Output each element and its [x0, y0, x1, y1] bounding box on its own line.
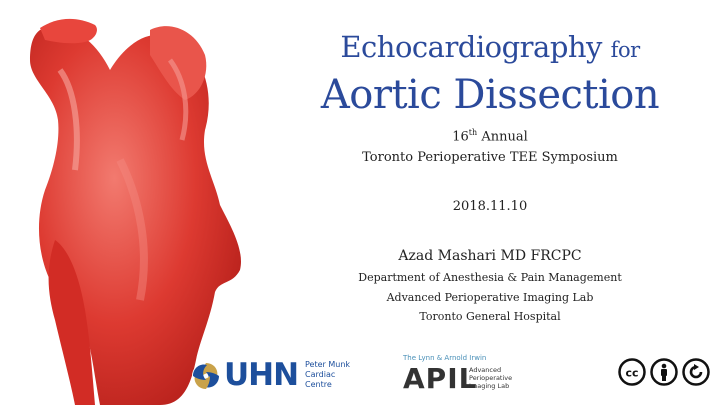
svg-text:cc: cc — [625, 366, 639, 380]
uhn-wordmark: UHN — [224, 357, 299, 393]
apil-wordmark: APIL — [403, 362, 478, 395]
apil-logo — [403, 354, 523, 398]
date: 2018.11.10 — [452, 199, 528, 214]
annual-number: 16 — [452, 129, 469, 145]
title-main: Echocardiography — [340, 30, 602, 64]
title-for: for — [610, 38, 640, 62]
pm-line-1: Peter Munk — [305, 360, 351, 369]
title-line-2: Aortic Dissection — [320, 72, 660, 118]
apil-top-text: The Lynn & Arnold Irwin — [403, 354, 487, 362]
title-line-1 — [270, 30, 710, 64]
affiliation-department: Department of Anesthesia & Pain Management — [358, 271, 622, 284]
symposium-name: Toronto Perioperative TEE Symposium — [362, 150, 618, 165]
author: Azad Mashari MD FRCPC — [398, 248, 582, 264]
annual-line — [270, 128, 710, 144]
peter-munk-text — [305, 360, 350, 390]
apil-sub-3: Imaging Lab — [469, 382, 510, 390]
uhn-logo — [190, 358, 360, 394]
sharealike-icon — [682, 358, 710, 386]
apil-sub-1: Advanced — [469, 366, 502, 374]
pm-line-2: Cardiac — [305, 370, 336, 379]
apil-sub-2: Perioperative — [469, 374, 513, 382]
uhn-swirl-icon — [190, 360, 222, 392]
aorta-3d-model-image — [0, 0, 260, 405]
affiliation-hospital: Toronto General Hospital — [419, 310, 561, 323]
affiliation-lab: Advanced Perioperative Imaging Lab — [386, 291, 594, 304]
annual-suffix: th — [468, 128, 478, 137]
by-icon — [650, 358, 678, 386]
pm-line-3: Centre — [305, 380, 332, 389]
annual-word: Annual — [481, 129, 528, 145]
cc-icon — [618, 358, 646, 386]
apil-subtitle — [469, 366, 512, 390]
license-icons — [618, 358, 710, 390]
